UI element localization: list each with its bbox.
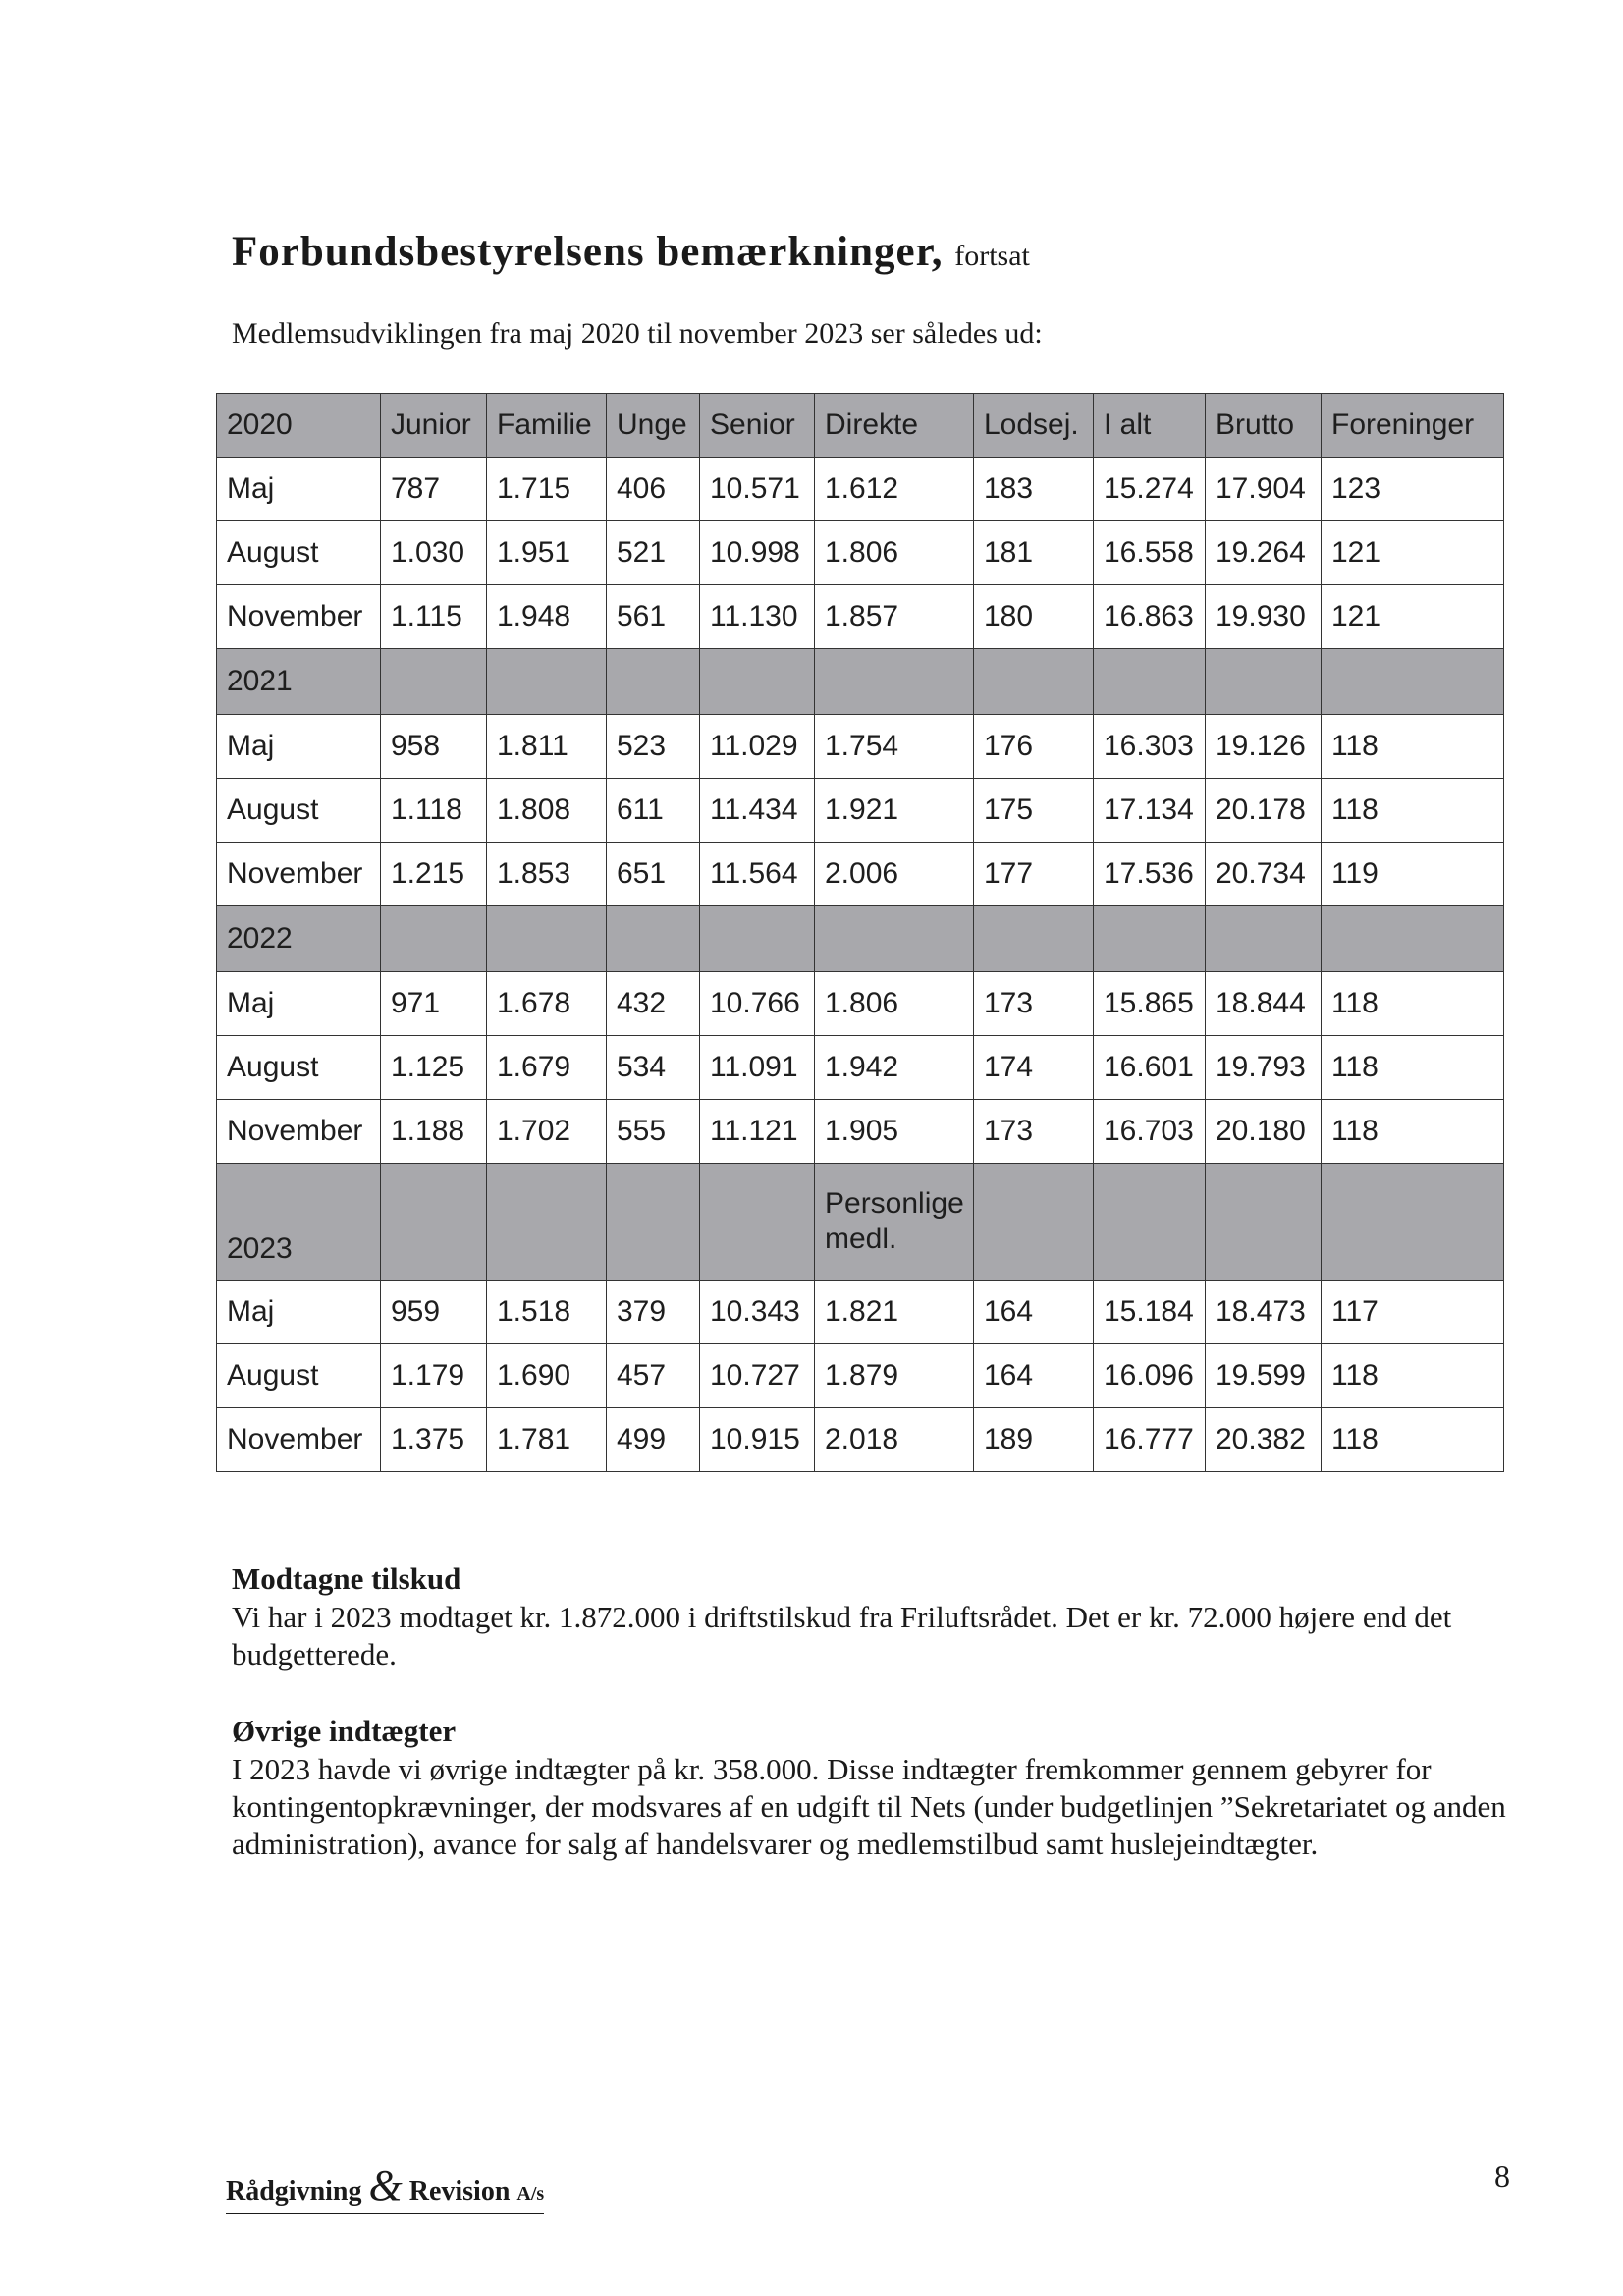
table-cell: 1.715	[487, 458, 607, 521]
table-cell: 177	[974, 843, 1094, 906]
table-cell: 1.811	[487, 715, 607, 779]
table-cell: 651	[607, 843, 700, 906]
table-cell: 118	[1322, 715, 1504, 779]
table-cell: 1.679	[487, 1036, 607, 1100]
table-cell: 16.863	[1094, 585, 1206, 649]
table-cell: 457	[607, 1344, 700, 1408]
table-cell: 10.727	[700, 1344, 815, 1408]
table-cell: 174	[974, 1036, 1094, 1100]
table-cell: 118	[1322, 972, 1504, 1036]
table-cell: 1.612	[815, 458, 974, 521]
empty-cell	[1206, 906, 1322, 972]
month-cell: November	[217, 1408, 381, 1472]
logo-underline	[226, 2213, 544, 2214]
year-header-2020: 2020	[217, 394, 381, 458]
table-cell: 1.678	[487, 972, 607, 1036]
table-header-row	[217, 394, 1504, 458]
table-cell: 180	[974, 585, 1094, 649]
empty-cell	[487, 649, 607, 715]
empty-cell	[974, 649, 1094, 715]
table-cell: 19.599	[1206, 1344, 1322, 1408]
table-cell: 1.781	[487, 1408, 607, 1472]
table-cell: 175	[974, 779, 1094, 843]
empty-cell	[974, 1164, 1094, 1281]
table-row	[217, 1036, 1504, 1100]
logo-suffix: A/s	[516, 2183, 545, 2205]
table-cell: 432	[607, 972, 700, 1036]
table-cell: 11.130	[700, 585, 815, 649]
table-cell: 117	[1322, 1281, 1504, 1344]
table-cell: 121	[1322, 521, 1504, 585]
table-cell: 119	[1322, 843, 1504, 906]
column-subheader: Personlige medl.	[815, 1164, 974, 1281]
month-cell: Maj	[217, 715, 381, 779]
logo-ampersand: &	[368, 2161, 403, 2210]
section-heading: Øvrige indtægter	[232, 1714, 457, 1748]
table-cell: 11.091	[700, 1036, 815, 1100]
table-cell: 10.915	[700, 1408, 815, 1472]
table-cell: 16.777	[1094, 1408, 1206, 1472]
table-row	[217, 779, 1504, 843]
table-cell: 11.564	[700, 843, 815, 906]
table-cell: 499	[607, 1408, 700, 1472]
table-cell: 1.821	[815, 1281, 974, 1344]
empty-cell	[974, 906, 1094, 972]
section-other-income	[232, 1714, 1528, 1863]
month-cell: November	[217, 585, 381, 649]
table-cell: 17.904	[1206, 458, 1322, 521]
table-cell: 176	[974, 715, 1094, 779]
table-cell: 1.518	[487, 1281, 607, 1344]
column-header: Brutto	[1206, 394, 1322, 458]
column-header: Familie	[487, 394, 607, 458]
table-cell: 20.178	[1206, 779, 1322, 843]
empty-cell	[607, 1164, 700, 1281]
empty-cell	[700, 1164, 815, 1281]
table-cell: 1.215	[381, 843, 487, 906]
table-cell: 561	[607, 585, 700, 649]
month-cell: November	[217, 843, 381, 906]
empty-cell	[700, 906, 815, 972]
table-cell: 1.030	[381, 521, 487, 585]
table-row	[217, 1100, 1504, 1164]
empty-cell	[1322, 1164, 1504, 1281]
table-cell: 164	[974, 1344, 1094, 1408]
table-cell: 16.096	[1094, 1344, 1206, 1408]
empty-cell	[381, 906, 487, 972]
empty-cell	[381, 1164, 487, 1281]
column-header: Junior	[381, 394, 487, 458]
empty-cell	[1094, 1164, 1206, 1281]
table-cell: 11.029	[700, 715, 815, 779]
month-cell: November	[217, 1100, 381, 1164]
table-cell: 1.179	[381, 1344, 487, 1408]
table-cell: 1.125	[381, 1036, 487, 1100]
company-logo	[226, 2160, 544, 2211]
table-cell: 17.134	[1094, 779, 1206, 843]
table-cell: 10.766	[700, 972, 815, 1036]
empty-cell	[1206, 649, 1322, 715]
logo-part1: Rådgivning	[226, 2176, 362, 2207]
table-cell: 959	[381, 1281, 487, 1344]
table-cell: 118	[1322, 1408, 1504, 1472]
table-cell: 173	[974, 1100, 1094, 1164]
table-cell: 118	[1322, 1344, 1504, 1408]
table-cell: 11.121	[700, 1100, 815, 1164]
month-cell: August	[217, 1036, 381, 1100]
table-cell: 1.921	[815, 779, 974, 843]
table-cell: 17.536	[1094, 843, 1206, 906]
table-cell: 118	[1322, 1036, 1504, 1100]
table-cell: 1.806	[815, 521, 974, 585]
year-separator-row	[217, 906, 1504, 972]
table-cell: 1.879	[815, 1344, 974, 1408]
empty-cell	[1206, 1164, 1322, 1281]
table-row	[217, 1281, 1504, 1344]
section-received-grants	[232, 1561, 1528, 1673]
section-heading: Modtagne tilskud	[232, 1561, 461, 1596]
table-row	[217, 458, 1504, 521]
empty-cell	[381, 649, 487, 715]
table-cell: 534	[607, 1036, 700, 1100]
table-cell: 523	[607, 715, 700, 779]
page-title-suffix: fortsat	[954, 240, 1030, 272]
table-cell: 1.702	[487, 1100, 607, 1164]
table-cell: 2.006	[815, 843, 974, 906]
table-cell: 15.865	[1094, 972, 1206, 1036]
section-body: Vi har i 2023 modtaget kr. 1.872.000 i driftstilskud fra Friluftsrådet. Det er kr. 72.000 højere end det budgetterede.	[232, 1600, 1452, 1671]
table-body	[217, 458, 1504, 1472]
empty-cell	[815, 649, 974, 715]
page-title	[232, 228, 1030, 276]
table-cell: 1.118	[381, 779, 487, 843]
table-cell: 18.844	[1206, 972, 1322, 1036]
table-row	[217, 521, 1504, 585]
intro-text: Medlemsudviklingen fra maj 2020 til november 2023 ser således ud:	[232, 317, 1043, 350]
table-cell: 971	[381, 972, 487, 1036]
table-cell: 379	[607, 1281, 700, 1344]
column-header: I alt	[1094, 394, 1206, 458]
table-cell: 15.274	[1094, 458, 1206, 521]
table-cell: 123	[1322, 458, 1504, 521]
empty-cell	[1094, 906, 1206, 972]
table-cell: 19.930	[1206, 585, 1322, 649]
table-row	[217, 585, 1504, 649]
column-header: Lodsej.	[974, 394, 1094, 458]
table-row	[217, 1344, 1504, 1408]
table-cell: 611	[607, 779, 700, 843]
empty-cell	[487, 906, 607, 972]
table-cell: 787	[381, 458, 487, 521]
table-row	[217, 972, 1504, 1036]
empty-cell	[487, 1164, 607, 1281]
table-cell: 1.115	[381, 585, 487, 649]
logo-part2: Revision	[408, 2176, 511, 2207]
table-cell: 164	[974, 1281, 1094, 1344]
table-cell: 16.558	[1094, 521, 1206, 585]
table-cell: 2.018	[815, 1408, 974, 1472]
year-label: 2021	[217, 649, 381, 715]
column-header: Foreninger	[1322, 394, 1504, 458]
table-cell: 121	[1322, 585, 1504, 649]
table-cell: 118	[1322, 779, 1504, 843]
table-cell: 19.264	[1206, 521, 1322, 585]
empty-cell	[1322, 649, 1504, 715]
table-cell: 10.343	[700, 1281, 815, 1344]
month-cell: August	[217, 521, 381, 585]
empty-cell	[700, 649, 815, 715]
page-title-text: Forbundsbestyrelsens bemærkninger,	[232, 229, 944, 275]
month-cell: August	[217, 1344, 381, 1408]
table-cell: 183	[974, 458, 1094, 521]
table-cell: 555	[607, 1100, 700, 1164]
column-header: Direkte	[815, 394, 974, 458]
table-cell: 181	[974, 521, 1094, 585]
column-header: Senior	[700, 394, 815, 458]
table-cell: 1.188	[381, 1100, 487, 1164]
table-cell: 1.942	[815, 1036, 974, 1100]
table-cell: 20.734	[1206, 843, 1322, 906]
table-cell: 1.806	[815, 972, 974, 1036]
year-label: 2023	[217, 1164, 381, 1281]
table-cell: 406	[607, 458, 700, 521]
table-row	[217, 715, 1504, 779]
month-cell: August	[217, 779, 381, 843]
month-cell: Maj	[217, 1281, 381, 1344]
section-body: I 2023 havde vi øvrige indtægter på kr. 358.000. Disse indtægter fremkommer gennem gebyrer for kontingentopkrævninger, der modsvares af en udgift til Nets (under budgetlinjen ”Sekretariatet og anden administration), avance for salg af handelsvarer og medlemstilbud samt huslejeindtægter.	[232, 1752, 1506, 1861]
table-cell: 958	[381, 715, 487, 779]
table-cell: 18.473	[1206, 1281, 1322, 1344]
empty-cell	[815, 906, 974, 972]
table-cell: 1.948	[487, 585, 607, 649]
table-cell: 15.184	[1094, 1281, 1206, 1344]
table-row	[217, 843, 1504, 906]
table-cell: 1.690	[487, 1344, 607, 1408]
page-number: 8	[1494, 2159, 1510, 2194]
table-row	[217, 1408, 1504, 1472]
table-cell: 10.571	[700, 458, 815, 521]
empty-cell	[1322, 906, 1504, 972]
year-label: 2022	[217, 906, 381, 972]
table-cell: 1.853	[487, 843, 607, 906]
table-cell: 20.382	[1206, 1408, 1322, 1472]
column-header: Unge	[607, 394, 700, 458]
table-cell: 1.375	[381, 1408, 487, 1472]
table-cell: 189	[974, 1408, 1094, 1472]
table-cell: 521	[607, 521, 700, 585]
table-cell: 1.808	[487, 779, 607, 843]
year-separator-row	[217, 1164, 1504, 1281]
month-cell: Maj	[217, 458, 381, 521]
table-cell: 16.703	[1094, 1100, 1206, 1164]
membership-table	[216, 393, 1504, 1472]
table-cell: 1.905	[815, 1100, 974, 1164]
month-cell: Maj	[217, 972, 381, 1036]
table-cell: 1.754	[815, 715, 974, 779]
table-cell: 20.180	[1206, 1100, 1322, 1164]
empty-cell	[607, 906, 700, 972]
table-cell: 173	[974, 972, 1094, 1036]
table-cell: 10.998	[700, 521, 815, 585]
year-separator-row	[217, 649, 1504, 715]
table-cell: 19.793	[1206, 1036, 1322, 1100]
table-cell: 11.434	[700, 779, 815, 843]
table-cell: 16.303	[1094, 715, 1206, 779]
table-cell: 1.857	[815, 585, 974, 649]
empty-cell	[607, 649, 700, 715]
table-cell: 16.601	[1094, 1036, 1206, 1100]
table-cell: 1.951	[487, 521, 607, 585]
table-cell: 118	[1322, 1100, 1504, 1164]
table-cell: 19.126	[1206, 715, 1322, 779]
empty-cell	[1094, 649, 1206, 715]
